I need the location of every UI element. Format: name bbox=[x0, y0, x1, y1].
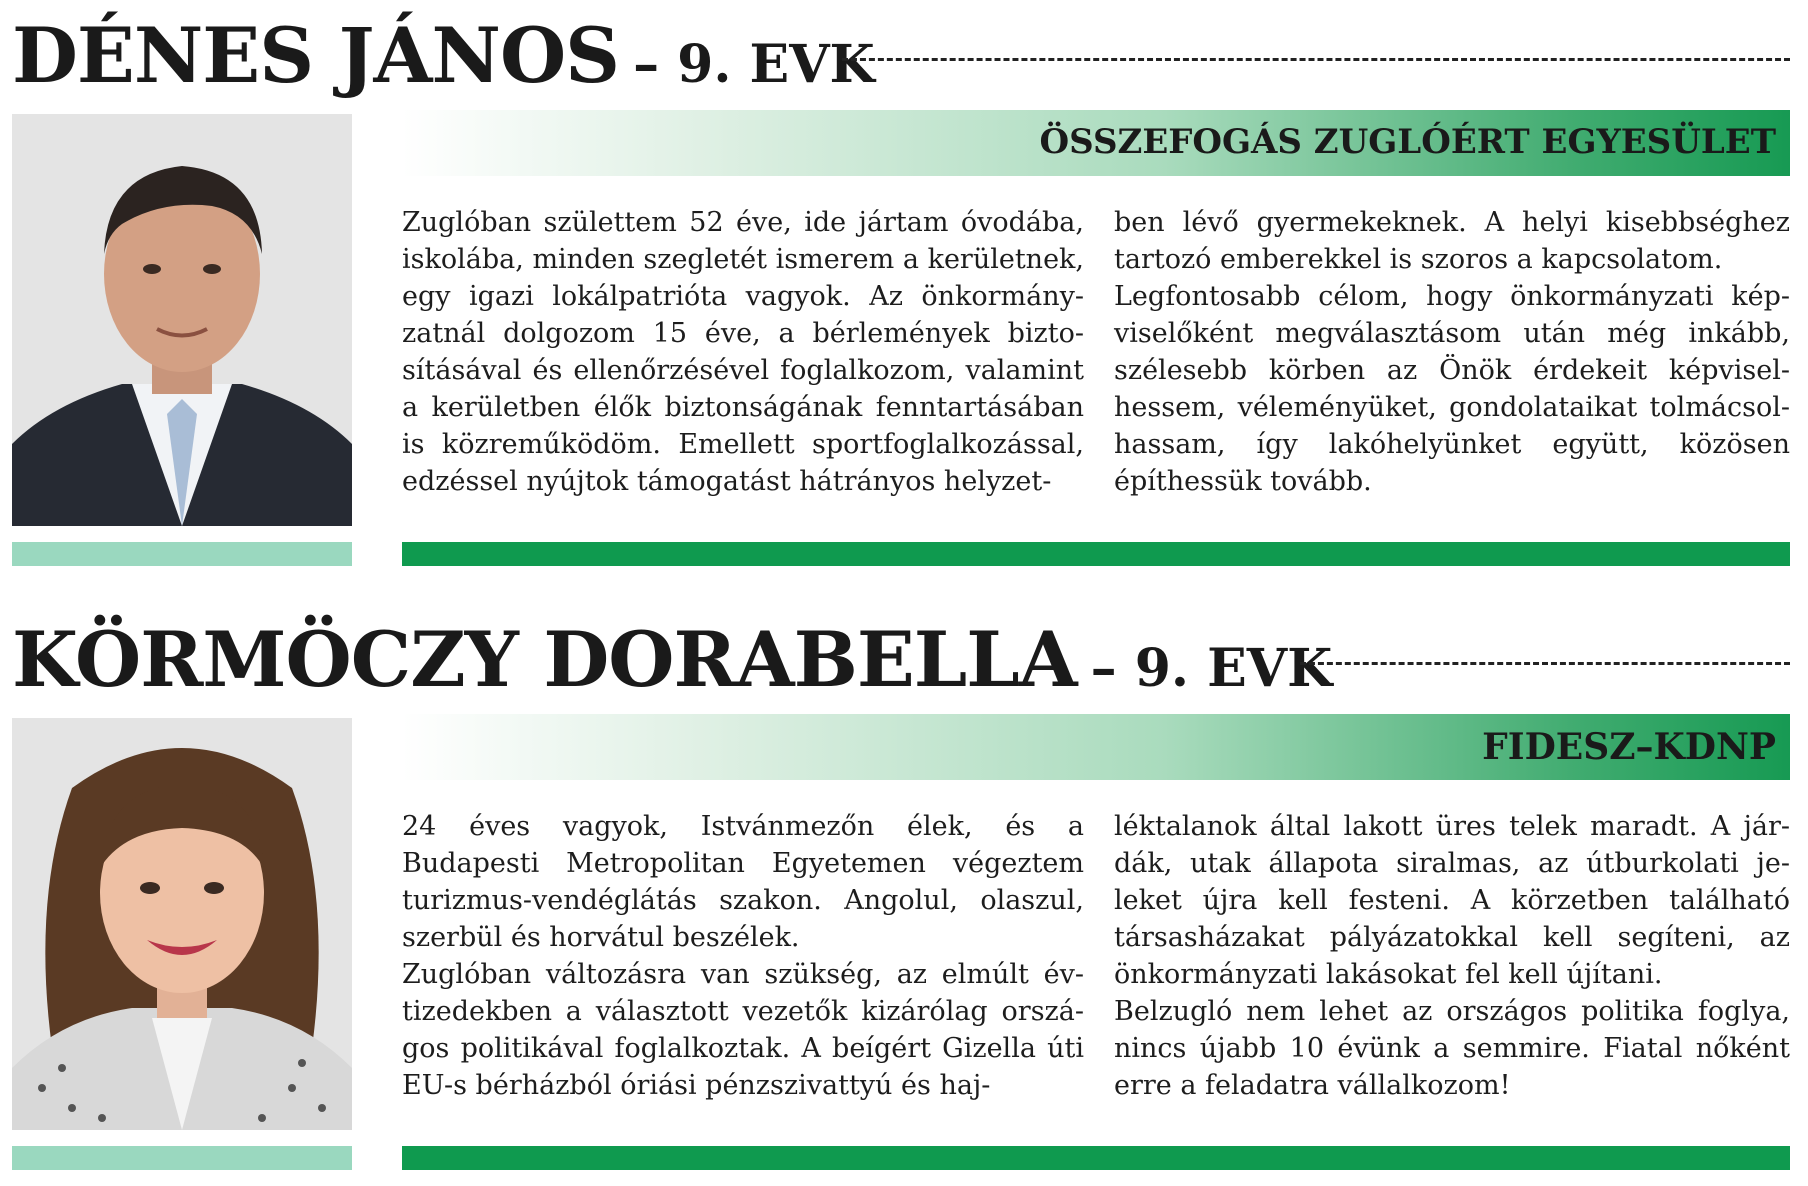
bio-column-left bbox=[402, 204, 1084, 500]
candidate-photo bbox=[12, 114, 352, 526]
photo-accent-bar bbox=[12, 542, 352, 566]
candidate-title bbox=[12, 614, 1332, 706]
portrait-woman-image bbox=[12, 718, 352, 1130]
bio-paragraph: Legfontosabb célom, hogy önkormányzati kép-viselőként megválasztásom után még inkább, szélesebb körben az Önök érdekeit képvisel-hessem, véleményüket, gondolataikat tolmácsol-hassam, így lakóhelyünket együtt, közösen építhessük tovább. bbox=[1114, 281, 1790, 497]
candidate-photo bbox=[12, 718, 352, 1130]
candidate-name: DÉNES JÁNOS bbox=[12, 11, 620, 100]
bio-paragraph: ben lévő gyermekeknek. A helyi kisebbséghez tartozó emberekkel is szoros a kapcsolatom. bbox=[1114, 207, 1790, 275]
bio-column-right bbox=[1114, 808, 1790, 1104]
portrait-man-image bbox=[12, 114, 352, 526]
dashed-rule bbox=[842, 58, 1790, 61]
candidate-district: – 9. EVK bbox=[633, 34, 875, 95]
bio-paragraph: léktalanok által lakott üres telek maradt. A jár-dák, utak állapota siralmas, az útburkolati je-leket újra kell festeni. A körzetben található társasházakat pályázatokkal kell segíteni, az önkormányzati lakásokat fel kell újítani. bbox=[1114, 811, 1790, 990]
candidate-district: – 9. EVK bbox=[1090, 638, 1333, 699]
section-bottom-bar bbox=[402, 1146, 1790, 1170]
bio-column-left bbox=[402, 808, 1084, 1104]
bio-paragraph: Zuglóban változásra van szükség, az elmúlt év-tizedekben a választott vezetők kizárólag orszá-gos politikával foglalkoztak. A beígért Gizella úti EU-s bérházból óriási pénzszivattyú és haj- bbox=[402, 959, 1084, 1101]
bio-paragraph: Belzugló nem lehet az országos politika foglya, nincs újabb 10 évünk a semmire. Fiatal nőként erre a feladatra vállalkozom! bbox=[1114, 996, 1790, 1101]
party-band bbox=[402, 714, 1790, 780]
party-name: FIDESZ–KDNP bbox=[1482, 726, 1776, 768]
bio-paragraph: Zuglóban születtem 52 éve, ide jártam óvodába, iskolába, minden szegletét ismerem a kerületnek, egy igazi lokálpatrióta vagyok. Az önkormány-zatnál dolgozom 15 éve, a bérlemények bizto-sításával és ellenőrzésével foglalkozom, valamint a kerületben élők biztonságának fenntartásában is közreműködöm. Emellett sportfoglalkozással, edzéssel nyújtok támogatást hátrányos helyzet- bbox=[402, 207, 1084, 497]
party-band bbox=[402, 110, 1790, 176]
photo-accent-bar bbox=[12, 1146, 352, 1170]
dashed-rule bbox=[1300, 662, 1790, 665]
section-bottom-bar bbox=[402, 542, 1790, 566]
party-name: ÖSSZEFOGÁS ZUGLÓÉRT EGYESÜLET bbox=[1039, 122, 1776, 162]
bio-column-right bbox=[1114, 204, 1790, 500]
candidate-title bbox=[12, 10, 875, 102]
bio-paragraph: 24 éves vagyok, Istvánmezőn élek, és a Budapesti Metropolitan Egyetemen végeztem turizmus-vendéglátás szakon. Angolul, olaszul, szerbül és horvátul beszélek. bbox=[402, 811, 1084, 953]
candidate-name: KÖRMÖCZY DORABELLA bbox=[12, 615, 1077, 704]
